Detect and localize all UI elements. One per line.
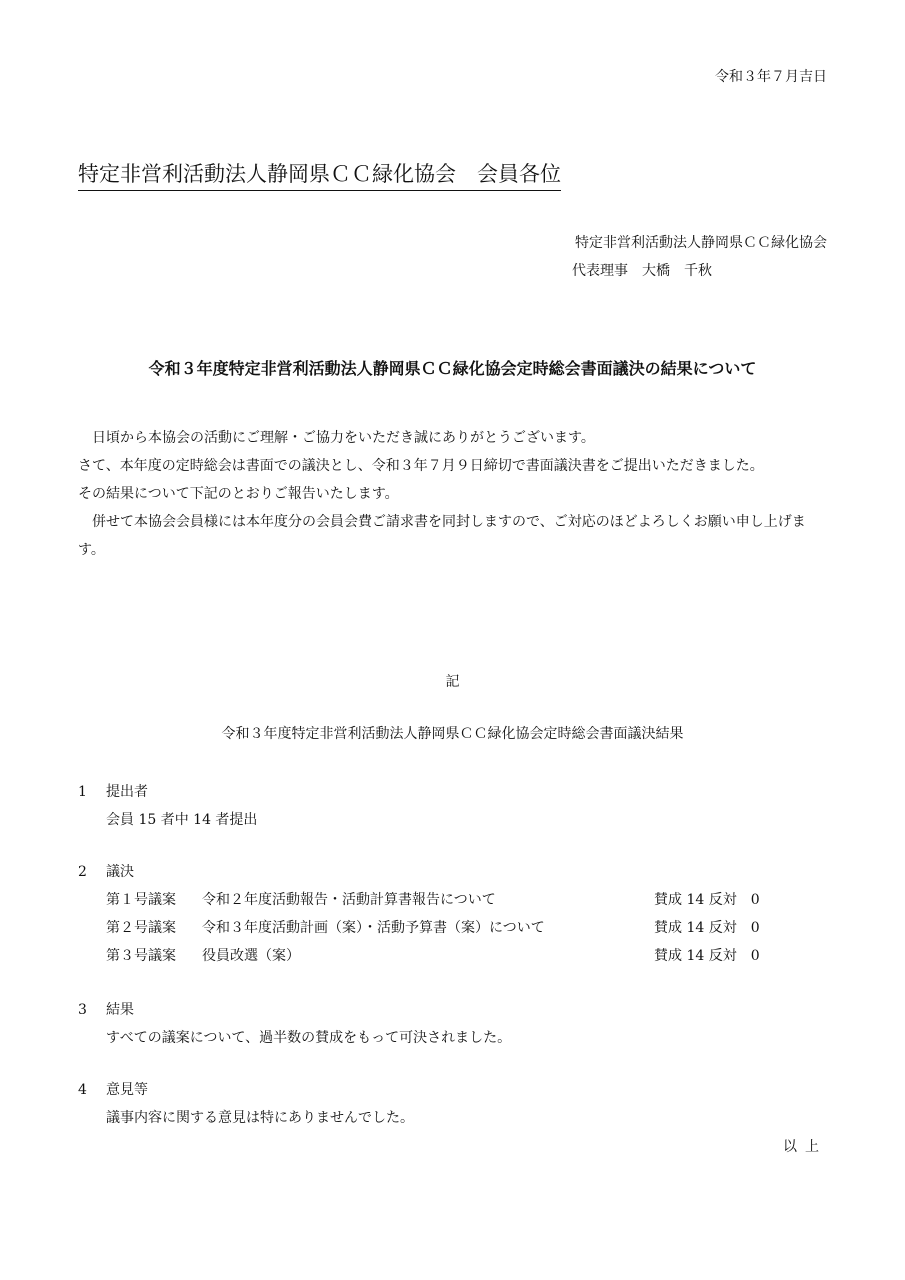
section-number: 3: [78, 1002, 87, 1018]
section-heading: 結果: [106, 1002, 134, 1018]
body-paragraph-report: その結果について下記のとおりご報告いたします。: [78, 486, 399, 502]
section-number: 1: [78, 784, 87, 800]
body-paragraph-fees: 併せて本協会会員様には本年度分の会員会費ご請求書を同封しますので、ご対応のほどよろしくお願い申し上げます。: [78, 514, 806, 558]
resolution-title: 令和３年度活動計画（案）・活動予算書（案）について: [202, 920, 545, 936]
resolution-row: [78, 914, 830, 942]
resolution-number: 第１号議案: [106, 892, 176, 908]
section-heading: 意見等: [106, 1082, 148, 1098]
resolution-result: 賛成 14 反対 0: [654, 892, 760, 908]
section-result: [78, 996, 830, 1052]
body-paragraph-greeting: 日頃から本協会の活動にご理解・ご協力をいただき誠にありがとうございます。: [92, 430, 595, 446]
section-opinions: [78, 1076, 830, 1132]
body-paragraph-meeting: さて、本年度の定時総会は書面での議決とし、令和３年７月９日締切で書面議決書をご提出いただきました。: [78, 458, 764, 474]
section-number: 2: [78, 864, 87, 880]
resolution-number: 第２号議案: [106, 920, 176, 936]
section-text: すべての議案について、過半数の賛成をもって可決されました。: [106, 1030, 512, 1046]
sender-organization: 特定非営利活動法人静岡県ＣＣ緑化協会: [575, 235, 827, 251]
resolution-number: 第３号議案: [106, 948, 176, 964]
section-text: 会員 15 者中 14 者提出: [106, 812, 258, 828]
closing-mark: 以上: [783, 1139, 827, 1155]
resolution-result: 賛成 14 反対 0: [654, 948, 760, 964]
section-heading: 議決: [106, 864, 134, 880]
document-title: 令和３年度特定非営利活動法人静岡県ＣＣ緑化協会定時総会書面議決の結果について: [148, 359, 757, 378]
resolution-row: [78, 886, 830, 914]
document-date: 令和３年７月吉日: [715, 69, 827, 85]
resolution-result: 賛成 14 反対 0: [654, 920, 760, 936]
resolution-title: 令和２年度活動報告・活動計算書報告について: [202, 892, 496, 908]
section-heading: 提出者: [106, 784, 148, 800]
ki-marker: 記: [445, 674, 460, 690]
sender-representative: 代表理事 大橋 千秋: [572, 263, 712, 279]
section-text: 議事内容に関する意見は特にありませんでした。: [106, 1110, 414, 1126]
resolution-title: 役員改選（案）: [202, 948, 300, 964]
section-number: 4: [78, 1082, 87, 1098]
resolution-row: [78, 942, 830, 970]
addressee: 特定非営利活動法人静岡県ＣＣ緑化協会 会員各位: [78, 158, 561, 191]
section-resolutions: [78, 858, 830, 970]
body-text: [78, 424, 830, 564]
section-submitters: [78, 778, 830, 834]
result-title: 令和３年度特定非営利活動法人静岡県ＣＣ緑化協会定時総会書面議決結果: [221, 726, 684, 742]
